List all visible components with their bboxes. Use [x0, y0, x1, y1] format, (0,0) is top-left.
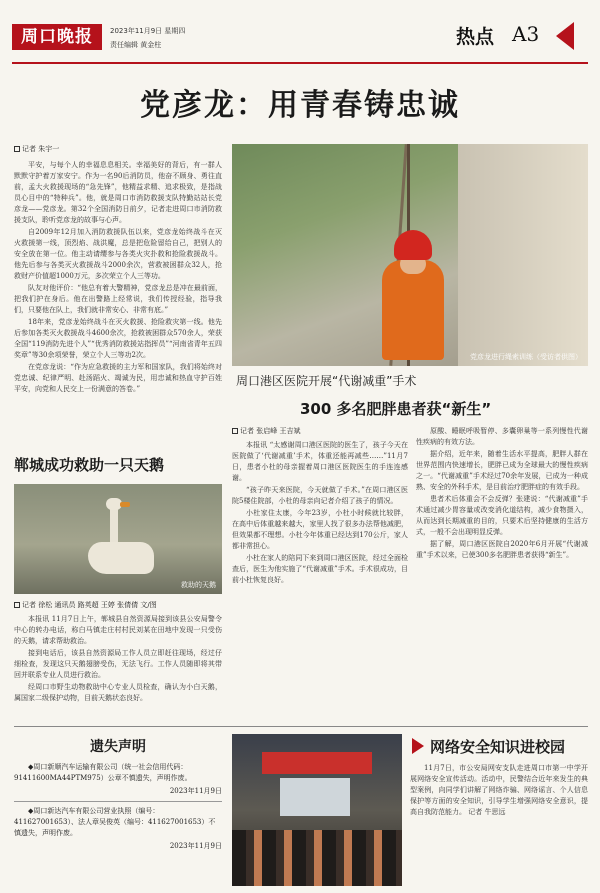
- story2-paragraph: 患者术后体重会不会反弹？张建说：“代谢减重”手术通过减少胃容量或改变消化道结构，减少食物摄入，从而达到长期减重的目的，只要术后坚持健康的生活方式，一般不会出现明显反弹。: [416, 495, 588, 536]
- page-arrow-icon: [556, 22, 574, 50]
- net-safety-title-text: 网络安全知识进校园: [430, 738, 566, 756]
- story2-column-2: [416, 426, 588, 562]
- lead-paragraph: 队友对他评价：“他总有着大警精神，党彦龙总是冲在最前面，把我们护在身后。他在出警路上经常说，我们传授经验，指导我们，只要他在队上，我们就非常安心、非常有底。”: [14, 284, 222, 314]
- masthead: [0, 0, 600, 72]
- title-triangle-icon: [412, 738, 424, 754]
- helmet-icon: [394, 230, 432, 260]
- swan-photo: [14, 484, 222, 594]
- notice-separator: [14, 801, 222, 802]
- goose-paragraph: 本报讯 11月7日上午，郸城县自然资源局接到该县公安局警令中心的转办电话，称白马镇走庄村村民刘某在田地中发现一只受伤的天鹅，请求帮助救治。: [14, 615, 222, 645]
- net-safety-story: [410, 736, 588, 818]
- lead-story: [14, 144, 222, 396]
- photo-banner: [262, 752, 372, 774]
- story2-paragraph: 原酸、睡眠呼吸暂停、多囊卵巢等一系列慢性代谢性疾病的有效方法。: [416, 427, 588, 446]
- story2-byline-text: 记者 张启峰 王吉斌: [240, 427, 301, 435]
- byline-square-icon: [232, 428, 238, 434]
- lead-paragraph: 平安，与每个人的幸福息息相关。幸福美好的背后，有一群人默默守护着万家安宁。作为一名90后消防员，他奋不顾身、勇往直前，孟大火救援现场的“急先锋”，他精益求精、追求极致，是指战员心目中的“特种兵”。他，就是周口市消防救援支队特勤站站长党彦龙——党彦龙。第32个全国消防日前夕，记者走进周口市消防救援支队，聆听党彦龙的故事与心声。: [14, 161, 222, 224]
- notice-title: 遗失声明: [90, 739, 146, 755]
- photo-crowd: [232, 830, 402, 886]
- firefighter-photo: [232, 144, 588, 366]
- newspaper-logo: 周口晚报: [12, 24, 102, 50]
- photo-caption: 党彦龙进行绳索训练（受访者供图）: [470, 353, 582, 361]
- goose-byline: [14, 600, 222, 610]
- goose-paragraph: 经周口市野生动物救助中心专业人员检查，确认为小白天鹅，属国家二级保护动物，目前天鹅状态良好。: [14, 683, 222, 702]
- section-divider: [14, 726, 588, 727]
- goose-headline: 郸城成功救助一只天鹅: [14, 456, 165, 474]
- net-safety-title: [410, 736, 588, 757]
- notice-date: 2023年11月9日: [169, 787, 222, 795]
- net-safety-paragraph: 11月7日，市公安局网安支队走进周口市第一中学开展网络安全宣传活动。活动中，民警结合近年来发生的典型案例，向同学们讲解了网络诈骗、网络谣言、个人信息保护等方面的安全知识，引导学生增强网络安全意识，提高自我防范能力。 记者 牛思远: [410, 764, 588, 816]
- editor-credit: 责任编辑 黄金柱: [110, 41, 162, 49]
- story2-column-1: [232, 440, 408, 587]
- notice-item: ◆周口新顺汽车运输有限公司（统一社会信用代码：91411600MA44PTM975）公章不慎遗失，声明作废。: [14, 763, 192, 782]
- section-label: 热点: [456, 26, 495, 48]
- firefighter-figure: [382, 260, 444, 360]
- issue-date: 2023年11月9日 星期四: [110, 27, 186, 35]
- lead-headline: 党彦龙：用青春铸忠诚: [140, 88, 460, 123]
- photo-caption: 救助的天鹅: [181, 581, 216, 589]
- goose-byline-text: 记者 徐松 通讯员 路英超 王婷 张倩倩 文/图: [22, 601, 157, 609]
- photo-screen: [280, 778, 350, 816]
- story2-paragraph: 本报讯 “太感谢周口港区医院的医生了，孩子今天在医院做了‘代谢减重’手术，体重还能再减些……”11月7日，患者小杜的母亲握着周口港区医院医生的手连连感谢。: [232, 441, 408, 482]
- story2-paragraph: 小杜家住太康，今年23岁，小杜小时候就比较胖，在高中后体重越来越大，家里人找了很多办法帮他减肥，但效果都不理想。小杜今年体重已经达到170公斤，家人都非常担心。: [232, 509, 408, 550]
- story2-paragraph: 小杜在家人的陪同下来到周口港区医院，经过全面检查后，医生为他实施了“代谢减重”手术。手术很成功，目前小杜恢复良好。: [232, 554, 408, 584]
- lost-notice: [14, 736, 222, 886]
- lead-byline-text: 记者 朱宇一: [22, 145, 60, 153]
- story2-paragraph: “孩子昨天来医院，今天就做了手术。”在周口港区医院5楼住院部，小杜的母亲向记者介绍了孩子的情况。: [232, 486, 408, 505]
- lead-paragraph: 18年来，党彦龙始终战斗在灭火救援、抢险救灾第一线。他先后参加各类灭火救援战斗4600余次，抢救被困群众570余人，荣获全国“119消防先进个人”“优秀消防救援站指挥员”“河南省青年五四奖章”等30余项荣誉，荣立个人三等功2次。: [14, 318, 222, 359]
- swan-icon: [88, 542, 154, 574]
- goose-paragraph: 接到电话后，该县自然资源局工作人员立即赶往现场，经过仔细检查，发现这只天鹅翅膀受伤，无法飞行。工作人员随即将其带回并联系专业人员进行救治。: [14, 649, 222, 679]
- lead-byline: [14, 144, 222, 154]
- story2-kicker: 周口港区医院开展“代谢减重”手术: [236, 374, 417, 388]
- story2-paragraph: 据介绍，近年来，随着生活水平提高，肥胖人群在世界范围内快速增长，肥胖已成为全球最大的慢性疾病之一。“代谢减重”手术经过70余年发展，已成为一种成熟、安全的外科手术，是目前治疗肥胖症的有效手段。: [416, 450, 588, 491]
- school-event-photo: [232, 734, 402, 886]
- swan-beak: [120, 502, 130, 507]
- page-number: A3: [512, 22, 540, 46]
- photo-wall: [458, 144, 588, 366]
- byline-square-icon: [14, 602, 20, 608]
- notice-item: ◆周口新达汽车有限公司营业执照（编号：411627001653）、法人章吴俊英（编号：411627001653）不慎遗失，声明作废。: [14, 807, 216, 837]
- header-rule: [12, 62, 588, 64]
- lead-paragraph: 在党彦龙说：“作为应急救援的主力军和国家队，我们将始终对党忠诚、纪律严明、赴汤蹈火、竭诚为民，用忠诚和热血守护百姓平安，向党和人民交上一份满意的答卷。”: [14, 363, 222, 393]
- lead-paragraph: 自2009年12月加入消防救援队伍以来，党彦龙始终战斗在灭火救援第一线，顶烈焰、战洪魔，总是把危险留给自己，把别人的安全放在第一位。他主动请缨参与各类火灾扑救和抢险救援战斗。他先后参与各类灭火救援战斗2000余次，营救被困群众32人，抢救财产价值超1000万元，多次荣立个人三等功。: [14, 228, 222, 280]
- notice-date: 2023年11月9日: [169, 842, 222, 850]
- goose-story: [14, 614, 222, 705]
- story2-paragraph: 据了解，周口港区医院自2020年6月开展“代谢减重”手术以来，已使300多名肥胖患者获得“新生”。: [416, 540, 588, 559]
- story2-byline: [232, 426, 300, 436]
- byline-square-icon: [14, 146, 20, 152]
- story2-title: 300 多名肥胖患者获“新生”: [300, 400, 492, 418]
